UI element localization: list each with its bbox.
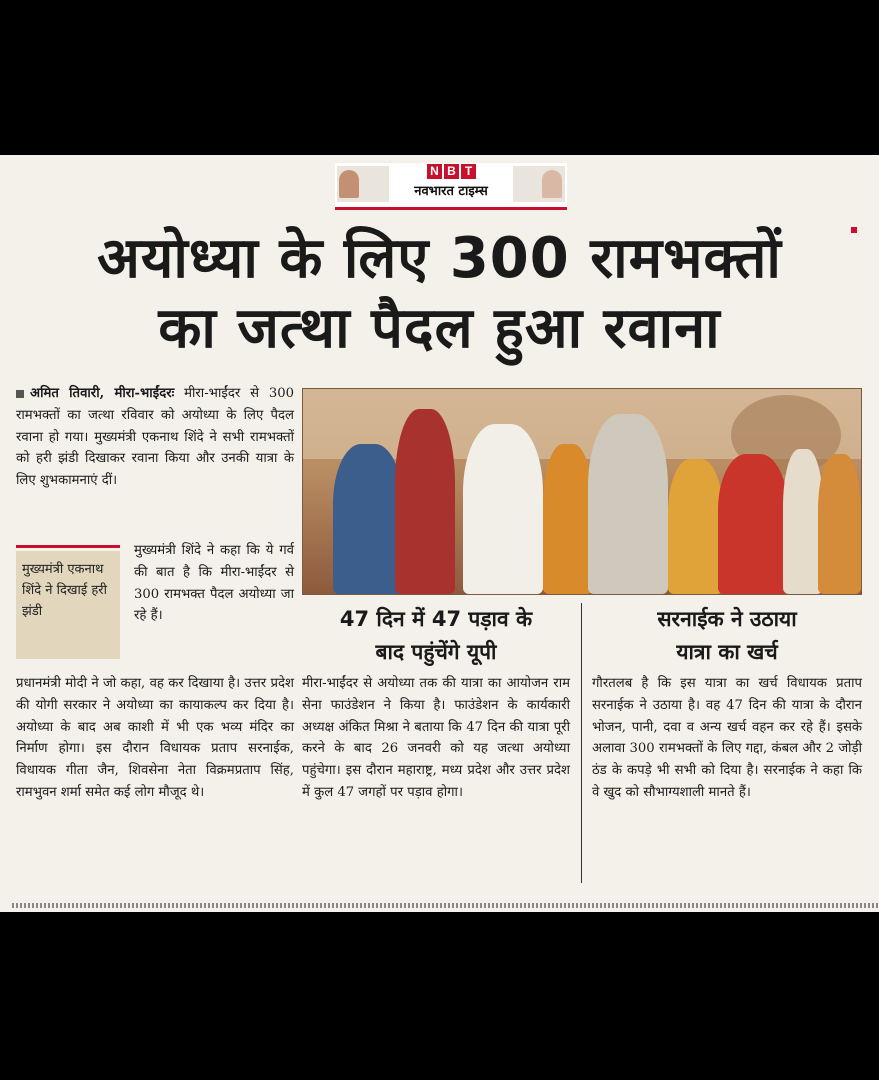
masthead-left-teaser	[337, 166, 389, 202]
logo-letter: B	[444, 164, 459, 179]
person-figure	[783, 449, 823, 594]
masthead-right-teaser	[513, 166, 565, 202]
nbt-logo	[427, 164, 476, 179]
headline-accent-dot	[851, 227, 857, 233]
quote-continuation: प्रधानमंत्री मोदी ने जो कहा, वह कर दिखाया है। उत्तर प्रदेश की योगी सरकार ने अयोध्या का कायाकल्प कर दिया है। अयोध्या के बाद अब काशी में भी एक भव्य मंदिर का निर्माण होगा। इस दौरान विधायक प्रताप सरनाईक, विधायक गीता जैन, शिवसेना नेता विक्रमप्रताप सिंह, रामभुवन शर्मा समेत कई लोग मौजूद थे।	[16, 676, 294, 800]
intro-text: मीरा-भाईंदर से 300 रामभक्तों का जत्था रविवार को अयोध्या के लिए पैदल रवाना हो गया। मुख्यमंत्री एकनाथ शिंदे ने सभी रामभक्तों को हरी झंडी दिखाकर रवाना किया और उनकी यात्रा के लिए शुभकामनाएं दीं।	[16, 386, 294, 489]
headline-line-2: का जत्था पैदल हुआ रवाना	[158, 296, 721, 361]
person-figure	[818, 454, 861, 594]
pullquote-rule	[16, 545, 120, 548]
news-photo	[302, 388, 862, 595]
teaser-photo	[339, 170, 359, 198]
person-figure	[668, 459, 723, 594]
masthead-name: नवभारत टाइम्स	[414, 184, 488, 199]
pullquote-adjacent-text: मुख्यमंत्री शिंदे ने कहा कि ये गर्व की बात है कि मीरा-भाईंदर से 300 रामभक्त पैदल अयोध्या जा रहे हैं।	[134, 543, 294, 624]
byline-bullet	[16, 390, 24, 398]
person-figure	[543, 444, 593, 594]
teaser-photo	[542, 170, 562, 198]
section-expenses	[592, 603, 862, 804]
person-figure	[463, 424, 543, 594]
heading-line: बाद पहुंचेंगे यूपी	[375, 640, 497, 664]
heading-line: यात्रा का खर्च	[676, 640, 778, 664]
heading-line: 47 दिन में 47 पड़ाव के	[339, 607, 533, 631]
logo-letter: T	[461, 164, 476, 179]
headline-line-1: अयोध्या के लिए 300 रामभक्तों	[97, 226, 782, 291]
intro-paragraph	[16, 383, 294, 492]
headline	[0, 223, 879, 363]
section-journey	[302, 603, 570, 804]
heading-line: सरनाईक ने उठाया	[657, 607, 797, 631]
pullquote-box: मुख्यमंत्री एकनाथ शिंदे ने दिखाई हरी झंडी	[16, 551, 120, 659]
person-figure	[333, 444, 403, 594]
byline: अमित तिवारी, मीरा-भाईंदरः	[30, 386, 175, 401]
column-divider	[581, 603, 582, 883]
masthead	[335, 163, 567, 210]
person-figure	[395, 409, 455, 594]
section-journey-text: मीरा-भाईंदर से अयोध्या तक की यात्रा का आयोजन राम सेना फाउंडेशन ने किया है। फाउंडेशन के कार्यकारी अध्यक्ष अंकित मिश्रा ने बताया कि 47 दिन की यात्रा पूरी करने के बाद 26 जनवरी को यह जत्था अयोध्या पहुंचेगा। इस दौरान महाराष्ट्र, मध्य प्रदेश और उत्तर प्रदेश में कुल 47 जगहों पर पड़ाव होगा।	[302, 676, 570, 800]
section-expenses-heading	[592, 603, 862, 669]
person-figure	[718, 454, 788, 594]
section-expenses-text: गौरतलब है कि इस यात्रा का खर्च विधायक प्रताप सरनाईक ने उठाया है। वह 47 दिन की यात्रा के दौरान भोजन, पानी, दवा व अन्य खर्च वहन कर रहे हैं। इसके अलावा 300 रामभक्तों के लिए गद्दा, कंबल और 2 जोड़ी ठंड के कपड़े भी सभी को दिया है। सरनाईक ने कहा कि वे खुद को सौभाग्यशाली मानते हैं।	[592, 676, 862, 800]
logo-letter: N	[427, 164, 442, 179]
newspaper-clipping	[0, 155, 879, 912]
person-figure	[588, 414, 668, 594]
section-journey-heading	[302, 603, 570, 669]
bottom-rule	[12, 903, 878, 908]
